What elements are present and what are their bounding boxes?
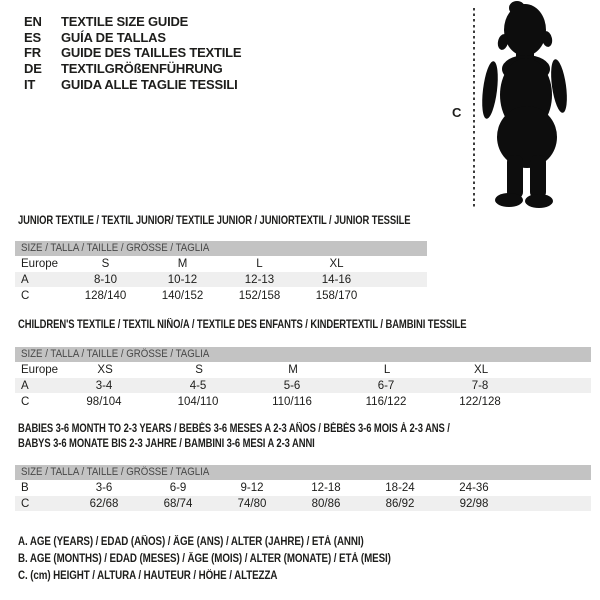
age-cell: 4-5 (189, 380, 207, 392)
language-label: TEXTILE SIZE GUIDE (61, 14, 189, 29)
age-cell: 9-12 (240, 482, 264, 494)
height-cell: 98/104 (86, 396, 122, 408)
row-label: C (21, 290, 30, 302)
table-row-age (15, 272, 427, 288)
height-cell: 140/152 (161, 290, 204, 302)
table-row-europe (15, 256, 427, 272)
footnote-a: A. AGE (YEARS) / EDAD (AÑOS) / ÂGE (ANS) / ALTER (JAHRE) / ETÀ (ANNI) (18, 536, 364, 548)
age-cell: 24-36 (459, 482, 489, 494)
footnote-b: B. AGE (MONTHS) / EDAD (MESES) / ÂGE (MOIS) / ALTER (MONATE) / ETÀ (MESI) (18, 553, 391, 565)
size-cell: XS (97, 364, 113, 376)
language-code: ES (24, 29, 41, 45)
babies-size-table (15, 465, 591, 512)
age-cell: 12-13 (244, 274, 275, 286)
children-section-title: CHILDREN'S TEXTILE / TEXTIL NIÑO/A / TEXTILE DES ENFANTS / KINDERTEXTIL / BAMBINI TESSILE (18, 319, 467, 331)
babies-title-line1: BABIES 3-6 MONTH TO 2-3 YEARS / BEBÉS 3-6 MESES A 2-3 AÑOS / BÉBÉS 3-6 MOIS À 2-3 ANS / (18, 423, 450, 435)
language-row (24, 61, 241, 77)
age-cell: 6-9 (169, 482, 187, 494)
height-cell: 86/92 (385, 498, 415, 510)
language-code: IT (24, 76, 36, 92)
size-cell: L (256, 258, 263, 270)
height-cell: 122/128 (459, 396, 501, 408)
size-cell: M (288, 364, 298, 376)
height-cell: 80/86 (311, 498, 341, 510)
language-code: EN (24, 14, 42, 29)
age-cell: 10-12 (167, 274, 198, 286)
size-cell: XL (474, 364, 489, 376)
age-cell: 7-8 (471, 380, 489, 392)
table-row-height (15, 288, 427, 304)
row-label: Europe (21, 364, 59, 376)
junior-section-title: JUNIOR TEXTILE / TEXTIL JUNIOR/ TEXTILE JUNIOR / JUNIORTEXTIL / JUNIOR TESSILE (18, 215, 411, 227)
language-list (24, 14, 241, 92)
size-cell: L (383, 364, 391, 376)
language-label: GUÍA DE TALLAS (61, 29, 166, 45)
language-row (24, 77, 241, 93)
babies-title-line2: BABYS 3-6 MONATE BIS 2-3 JAHRE / BAMBINI 3-6 MESI A 2-3 ANNI (18, 438, 315, 450)
age-cell: 14-16 (321, 274, 352, 286)
row-label: A (21, 274, 29, 286)
table-row-age-months (15, 480, 591, 496)
language-row (24, 30, 241, 46)
language-row (24, 14, 241, 30)
height-measure-label: C (452, 105, 462, 120)
height-cell: 104/110 (177, 396, 219, 408)
age-cell: 8-10 (93, 274, 118, 286)
age-cell: 3-6 (95, 482, 113, 494)
table-row-age (15, 378, 591, 394)
junior-table-header (15, 241, 427, 256)
height-cell: 128/140 (84, 290, 127, 302)
table-header-label: SIZE / TALLA / TAILLE / GRÖSSE / TAGLIA (21, 466, 210, 478)
row-label: B (21, 482, 29, 494)
children-table-header (15, 347, 591, 362)
height-cell: 74/80 (237, 498, 267, 510)
age-cell: 6-7 (377, 380, 395, 392)
height-cell: 158/170 (315, 290, 358, 302)
table-row-height (15, 496, 591, 512)
size-cell: S (101, 258, 110, 270)
row-label: Europe (21, 258, 59, 270)
language-row (24, 45, 241, 61)
age-cell: 12-18 (311, 482, 341, 494)
footnote-c: C. (cm) HEIGHT / ALTURA / HAUTEUR / HÖHE / ALTEZZA (18, 570, 278, 582)
height-cell: 68/74 (163, 498, 193, 510)
height-cell: 152/158 (238, 290, 281, 302)
size-cell: M (177, 258, 188, 270)
babies-table-header (15, 465, 591, 480)
language-label: GUIDE DES TAILLES TEXTILE (61, 45, 242, 61)
size-cell: XL (329, 258, 344, 270)
table-header-label: SIZE / TALLA / TAILLE / GRÖSSE / TAGLIA (21, 242, 210, 254)
height-cell: 116/122 (365, 396, 407, 408)
baby-silhouette-icon (478, 0, 574, 210)
language-label: TEXTILGRÖßENFÜHRUNG (61, 61, 223, 77)
babies-section-title (18, 422, 450, 452)
row-label: C (21, 396, 30, 408)
junior-size-table (15, 241, 427, 304)
row-label: C (21, 498, 30, 510)
age-cell: 18-24 (385, 482, 415, 494)
language-code: DE (24, 61, 42, 77)
age-cell: 3-4 (95, 380, 113, 392)
size-cell: S (195, 364, 203, 376)
language-code: FR (24, 45, 41, 61)
table-header-label: SIZE / TALLA / TAILLE / GRÖSSE / TAGLIA (21, 348, 210, 360)
height-measure-dotted-line (473, 8, 475, 207)
children-size-table (15, 347, 591, 410)
language-label: GUIDA ALLE TAGLIE TESSILI (61, 76, 238, 92)
height-cell: 62/68 (89, 498, 119, 510)
height-cell: 92/98 (459, 498, 489, 510)
table-row-height (15, 394, 591, 410)
table-row-europe (15, 362, 591, 378)
row-label: A (21, 380, 29, 392)
height-cell: 110/116 (272, 396, 312, 408)
age-cell: 5-6 (283, 380, 301, 392)
footnote-legend (18, 534, 457, 585)
